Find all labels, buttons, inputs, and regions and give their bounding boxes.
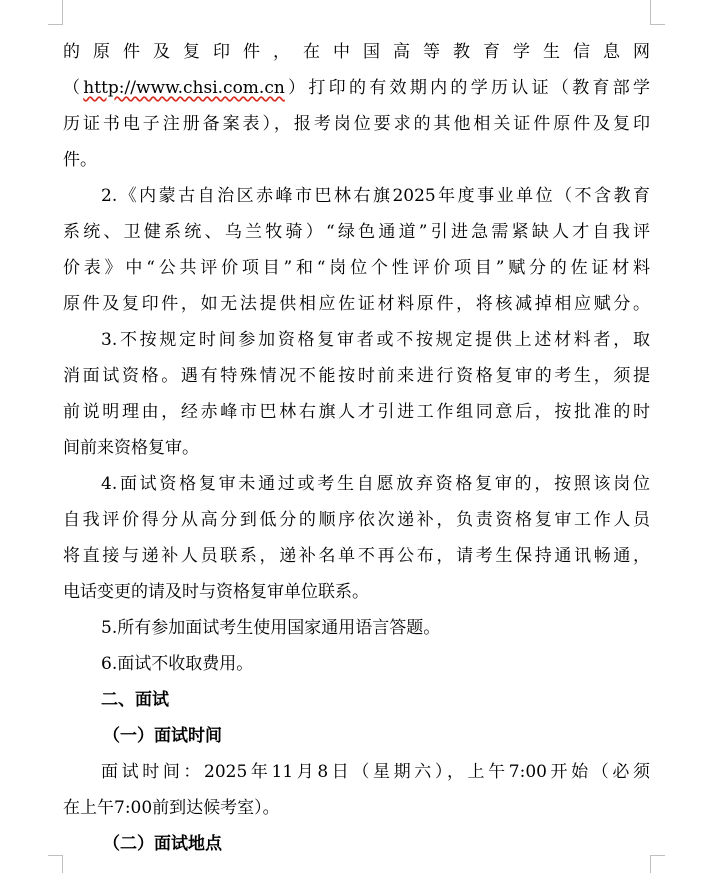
text-line: 原件及复印件，如无法提供相应佐证材料原件，将核减掉相应赋分。 — [63, 294, 650, 314]
margin-mark-top-right — [650, 0, 651, 24]
subsection-heading: （二）面试地点 — [103, 834, 222, 854]
margin-mark-top-left-h — [48, 24, 63, 25]
text-line: （http://www.chsi.com.cn）打印的有效期内的学历认证（教育部学 — [63, 78, 651, 98]
margin-mark-top-left — [62, 0, 63, 24]
text-line: 的原件及复印件，在中国高等教育学生信息网 — [63, 42, 650, 62]
text-line: 6.面试不收取费用。 — [101, 654, 254, 674]
text-line: 历证书电子注册备案表），报考岗位要求的其他相关证件原件及复印 — [63, 114, 650, 134]
section-heading: 二、面试 — [101, 690, 169, 710]
margin-mark-bottom-left-h — [48, 855, 63, 856]
text-line: 自我评价得分从高分到低分的顺序依次递补，负责资格复审工作人员 — [63, 510, 650, 530]
text-line: 5.所有参加面试考生使用国家通用语言答题。 — [101, 618, 441, 638]
text-line: 价表》中“公共评价项目”和“岗位个性评价项目”赋分的佐证材料 — [63, 258, 650, 278]
text-line: 消面试资格。遇有特殊情况不能按时前来进行资格复审的考生，须提 — [63, 366, 650, 386]
text-line: 间前来资格复审。 — [63, 438, 199, 458]
text-line: 电话变更的请及时与资格复审单位联系。 — [63, 582, 369, 602]
text-line: 将直接与递补人员联系，递补名单不再公布，请考生保持通讯畅通， — [63, 546, 650, 566]
text-line: 4.面试资格复审未通过或考生自愿放弃资格复审的，按照该岗位 — [101, 474, 650, 494]
text-line: 前说明理由，经赤峰市巴林右旗人才引进工作组同意后，按批准的时 — [63, 402, 650, 422]
text-line: 件。 — [63, 150, 97, 170]
text-line: 在上午7:00前到达候考室）。 — [63, 798, 280, 818]
text-line: 2.《内蒙古自治区赤峰市巴林右旗2025年度事业单位（不含教育 — [101, 186, 650, 206]
text-line: 系统、卫健系统、乌兰牧骑）“绿色通道”引进急需紧缺人才自我评 — [63, 222, 650, 242]
text-line: 面试时间：2025年11月8日（星期六），上午7:00开始（必须 — [101, 762, 650, 782]
subsection-heading: （一）面试时间 — [103, 726, 222, 746]
chsi-link[interactable]: http://www.chsi.com.cn — [83, 78, 285, 98]
margin-mark-bottom-left — [62, 855, 63, 873]
text-line: 3.不按规定时间参加资格复审者或不按规定提供上述材料者，取 — [101, 330, 650, 350]
margin-mark-top-right-h — [650, 24, 665, 25]
